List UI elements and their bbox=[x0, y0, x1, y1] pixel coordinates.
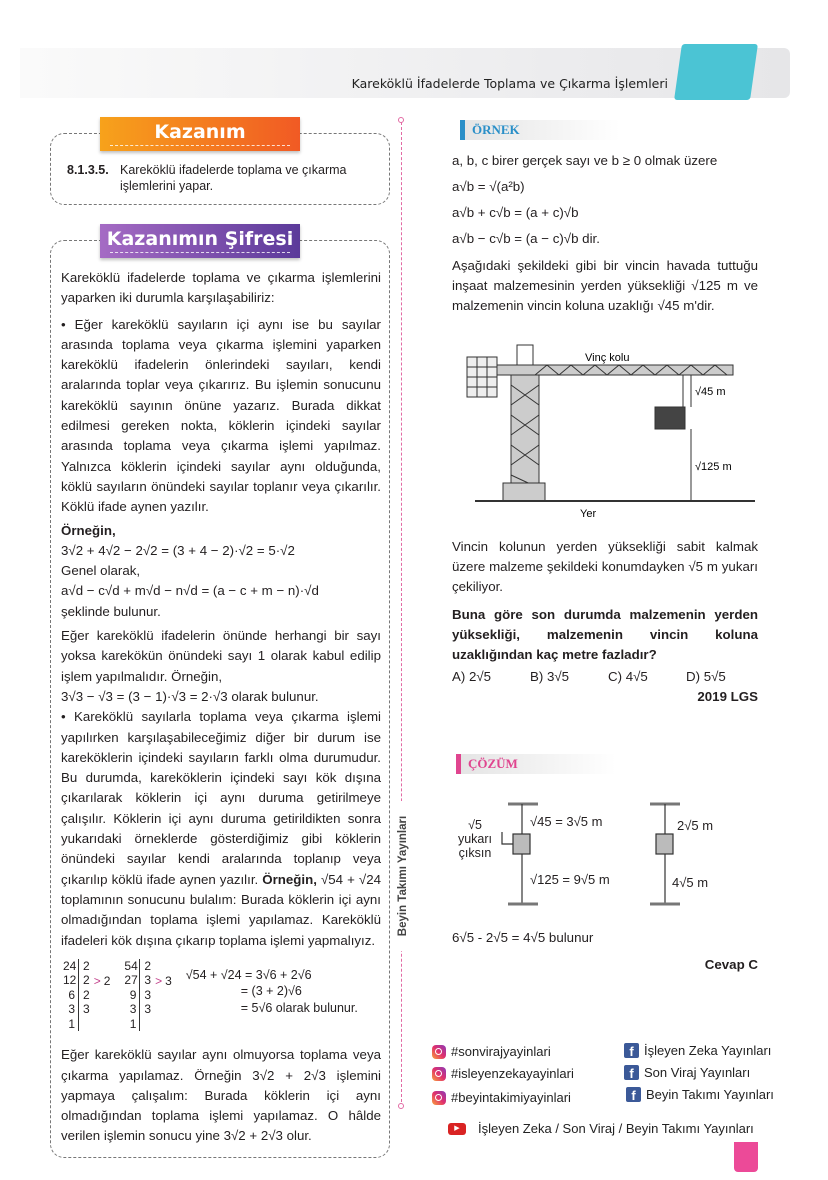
intro-line: a, b, c birer gerçek sayı ve b ≥ 0 olmak üzere bbox=[452, 153, 718, 168]
bottom-distance: √125 = 9√5 m bbox=[530, 872, 610, 887]
question-block bbox=[452, 537, 758, 707]
factor-out: 3 bbox=[165, 973, 172, 988]
text-line: Genel olarak, bbox=[61, 563, 141, 579]
facebook-page: Son Viraj Yayınları bbox=[644, 1065, 751, 1080]
youtube-icon: ▶ bbox=[448, 1123, 466, 1135]
paragraph: Kareköklü ifadelerde toplama ve çıkarma işlemlerini yaparken iki durumla karşılaşabiliriz: bbox=[61, 270, 381, 306]
math-line: a√d − c√d + m√d − n√d = (a − c + m − n)·√d bbox=[61, 583, 319, 599]
youtube-link[interactable] bbox=[448, 1121, 754, 1136]
crane-base bbox=[503, 483, 545, 501]
answer-label: Cevap C bbox=[704, 957, 758, 972]
factor-cell: 1 bbox=[68, 1016, 75, 1031]
objective-text: Kareköklü ifadelerde toplama ve çıkarma işlemlerini yapar. bbox=[120, 163, 347, 193]
facebook-icon: f bbox=[624, 1043, 639, 1058]
rule-line: a√b − c√b = (a − c)√b dir. bbox=[452, 231, 600, 246]
answer-options bbox=[452, 667, 758, 687]
instagram-handle: #isleyenzekayayinlari bbox=[451, 1066, 574, 1081]
option-d[interactable]: D) 5√5 bbox=[686, 669, 726, 684]
factor-cell: 54 bbox=[124, 958, 138, 973]
instagram-handle: #beyintakimiyayinlari bbox=[451, 1090, 571, 1105]
instagram-icon bbox=[432, 1045, 446, 1059]
calc-line: = 5√6 olarak bulunur. bbox=[240, 1000, 358, 1015]
example-label: Örneğin, bbox=[61, 522, 116, 538]
side-label: Beyin Takımı Yayınları bbox=[397, 801, 409, 951]
factor-cell: 2 bbox=[144, 958, 152, 973]
factor-cell: 3 bbox=[144, 1002, 152, 1017]
option-c[interactable]: C) 4√5 bbox=[608, 669, 648, 684]
cozum-heading bbox=[456, 754, 616, 774]
example-label: Örneğin, bbox=[262, 871, 317, 887]
load-block bbox=[655, 407, 685, 429]
calc-line: = (3 + 2)√6 bbox=[240, 984, 302, 999]
text: √54 + √24 toplamının sonucunu bulalım: Burada köklerin içi aynı olmadığından toplama işlemi yapılamaz. Kareköklü ifadeleri kök dışına çıkarıp toplama işlemi yapmalıyız. bbox=[61, 871, 381, 948]
factor-cell: 27 bbox=[124, 973, 138, 988]
paragraph: Eğer kareköklü sayılar aynı olmuyorsa toplama veya çıkarma yapılamaz. Örneğin 3√2 + 2√3 işlemini yapmaya çalışalım: Burada köklerin içi aynı olmadığından toplama işlemi yapılamaz. O hâlde verilen işlemin sonucu yine 3√2 + 2√3 olur. bbox=[61, 1047, 381, 1144]
factor-cell bbox=[144, 1017, 151, 1032]
crane-cab bbox=[517, 345, 533, 365]
ornek-body bbox=[452, 148, 758, 316]
factor-cell bbox=[83, 1017, 90, 1032]
math-line: 3√3 − √3 = (3 − 1)·√3 = 2·√3 olarak bulunur. bbox=[61, 688, 319, 704]
text: • Kareköklü sayılarla toplama veya çıkarma işlemi yapılırken karşılaşabileceğimiz diğer bir durum ise kareköklerin içindeki sayıların farklı olma durumudur. Bu durumda, kareköklerin içindeki sayı kök dışına çıkarılarak köklerin içi aynı duruma getirilmeye çalışılır. Köklerin içi aynı duruma getirildikten sonra yukarıdaki örneklerde gösterdiğimiz gibi köklerin önündeki sayılar kendi aralarında toplanıp veya çıkarılıp köklü ifade aynen yazılır. bbox=[61, 709, 381, 887]
solution-result: 6√5 - 2√5 = 4√5 bulunur bbox=[452, 930, 594, 945]
factor-table-24: 24 12 6 3 1 2 2 2 3 > 2 bbox=[63, 958, 111, 1031]
youtube-channel: İşleyen Zeka / Son Viraj / Beyin Takımı Yayınları bbox=[478, 1121, 754, 1136]
cozum-title: ÇÖZÜM bbox=[468, 756, 518, 771]
kazanim-title: Kazanım bbox=[100, 117, 300, 151]
factor-cell: 2 bbox=[83, 973, 90, 988]
instagram-link[interactable] bbox=[432, 1090, 571, 1105]
factor-cell: 2 bbox=[83, 987, 90, 1002]
top-distance: √45 = 3√5 m bbox=[530, 814, 603, 829]
facebook-link[interactable] bbox=[624, 1065, 750, 1080]
factor-cell: 1 bbox=[129, 1016, 137, 1031]
factor-cell: 3 bbox=[129, 1002, 137, 1017]
kazanim-objective bbox=[67, 162, 381, 194]
facebook-page: Beyin Takımı Yayınları bbox=[646, 1087, 774, 1102]
math-line: 3√2 + 4√2 − 2√2 = (3 + 4 − 2)·√2 = 5·√2 bbox=[61, 542, 295, 558]
instagram-icon bbox=[432, 1091, 446, 1105]
question-text: Vincin kolunun yerden yüksekliği sabit kalmak üzere malzeme şekildeki konumdayken √5 m yukarı çekiliyor. bbox=[452, 539, 758, 594]
rule-line: a√b + c√b = (a + c)√b bbox=[452, 205, 579, 220]
factor-out: 2 bbox=[103, 973, 111, 988]
header-tab bbox=[674, 44, 758, 100]
source-label: 2019 LGS bbox=[697, 689, 758, 704]
question-text: Aşağıdaki şekildeki gibi bir vincin havada tuttuğu inşaat malzemesinin yerden yüksekliği √125 m ve malzemenin vincin koluna uzaklığı √45 m'dir. bbox=[452, 258, 758, 313]
calc-block bbox=[186, 967, 358, 1017]
paragraph: Eğer kareköklü ifadelerin önünde herhangi bir sayı yoksa karekökün önündeki sayı 1 olarak kabul edilip işlem yapılmalıdır. Örneğin, bbox=[61, 628, 381, 684]
paragraph: • Eğer kareköklü sayıların içi aynı ise bu sayılar arasında toplama veya çıkarma işlemini yaparken kareköklü ifadelerin önlerindeki sayıları, kendi aralarında toplar veya çıkarırız. Bu işlemin sonucunu kareköklü sayının önüne yazarız. Burada dikkat edilmesi gereken nokta, köklerin içindeki sayılar arasında toplama veya çıkarma işlemi yapılmaz. Yalnızca köklerin içindeki sayılar aynı olduğunda, köklü sayıların önündeki sayılar toplanır veya çıkarılır. Köklü ifade aynen yazılır. bbox=[61, 316, 381, 515]
factor-cell: 6 bbox=[68, 987, 75, 1002]
instagram-link[interactable] bbox=[432, 1044, 551, 1059]
facebook-link[interactable] bbox=[624, 1043, 771, 1058]
factor-cell: 3 bbox=[144, 973, 152, 988]
text-line: şeklinde bulunur. bbox=[61, 603, 161, 619]
ornek-title: ÖRNEK bbox=[472, 122, 520, 137]
calc-line: √54 + √24 = 3√6 + 2√6 bbox=[185, 967, 312, 982]
factor-cell: 12 bbox=[63, 973, 77, 988]
facebook-icon: f bbox=[626, 1087, 641, 1102]
factor-cell: 3 bbox=[144, 987, 152, 1002]
sifre-box bbox=[50, 240, 390, 1158]
move-amount: √5 bbox=[468, 818, 482, 832]
sifre-content bbox=[61, 268, 381, 951]
move-text: yukarı bbox=[457, 832, 493, 846]
paragraph bbox=[61, 707, 381, 951]
crane-figure bbox=[455, 335, 775, 525]
factor-table-54: 54 27 9 3 1 2 3 3 3 > 3 bbox=[124, 958, 172, 1031]
factor-cell: 3 bbox=[68, 1002, 75, 1017]
distance-label: √45 m bbox=[695, 386, 726, 398]
instagram-link[interactable] bbox=[432, 1066, 574, 1081]
factor-cell: 24 bbox=[63, 958, 77, 973]
factor-cell: 2 bbox=[83, 958, 90, 973]
factor-row bbox=[63, 959, 381, 1032]
question-prompt: Buna göre son durumda malzemenin yerden yüksekliği, malzemenin vincin koluna uzaklığından kaç metre fazladır? bbox=[452, 607, 758, 662]
option-a[interactable]: A) 2√5 bbox=[452, 669, 492, 684]
arm-label: Vinç kolu bbox=[585, 352, 630, 364]
factor-cell: 9 bbox=[129, 987, 137, 1002]
facebook-link[interactable] bbox=[626, 1087, 774, 1102]
chapter-title: Kareköklü İfadelerde Toplama ve Çıkarma İşlemleri bbox=[351, 76, 668, 91]
ground-label: Yer bbox=[580, 508, 597, 520]
divider-dot bbox=[398, 1103, 404, 1109]
move-label bbox=[450, 818, 500, 860]
option-b[interactable]: B) 3√5 bbox=[530, 669, 570, 684]
rule-line: a√b = √(a²b) bbox=[452, 179, 525, 194]
final-top-distance: 2√5 m bbox=[677, 818, 714, 833]
facebook-icon: f bbox=[624, 1065, 639, 1080]
height-label: √125 m bbox=[695, 461, 732, 473]
instagram-handle: #sonvirajyayinlari bbox=[451, 1044, 551, 1059]
objective-code: 8.1.3.5. bbox=[67, 163, 109, 177]
instagram-icon bbox=[432, 1067, 446, 1081]
column-divider bbox=[401, 122, 402, 1102]
page-tab-marker bbox=[734, 1142, 758, 1172]
sifre-title: Kazanımın Şifresi bbox=[100, 224, 300, 258]
move-text: çıksın bbox=[458, 846, 492, 860]
final-bottom-distance: 4√5 m bbox=[672, 875, 709, 890]
ornek-heading bbox=[460, 120, 620, 140]
divider-dot bbox=[398, 117, 404, 123]
facebook-page: İşleyen Zeka Yayınları bbox=[644, 1043, 772, 1058]
factor-cell: 3 bbox=[83, 1002, 90, 1017]
